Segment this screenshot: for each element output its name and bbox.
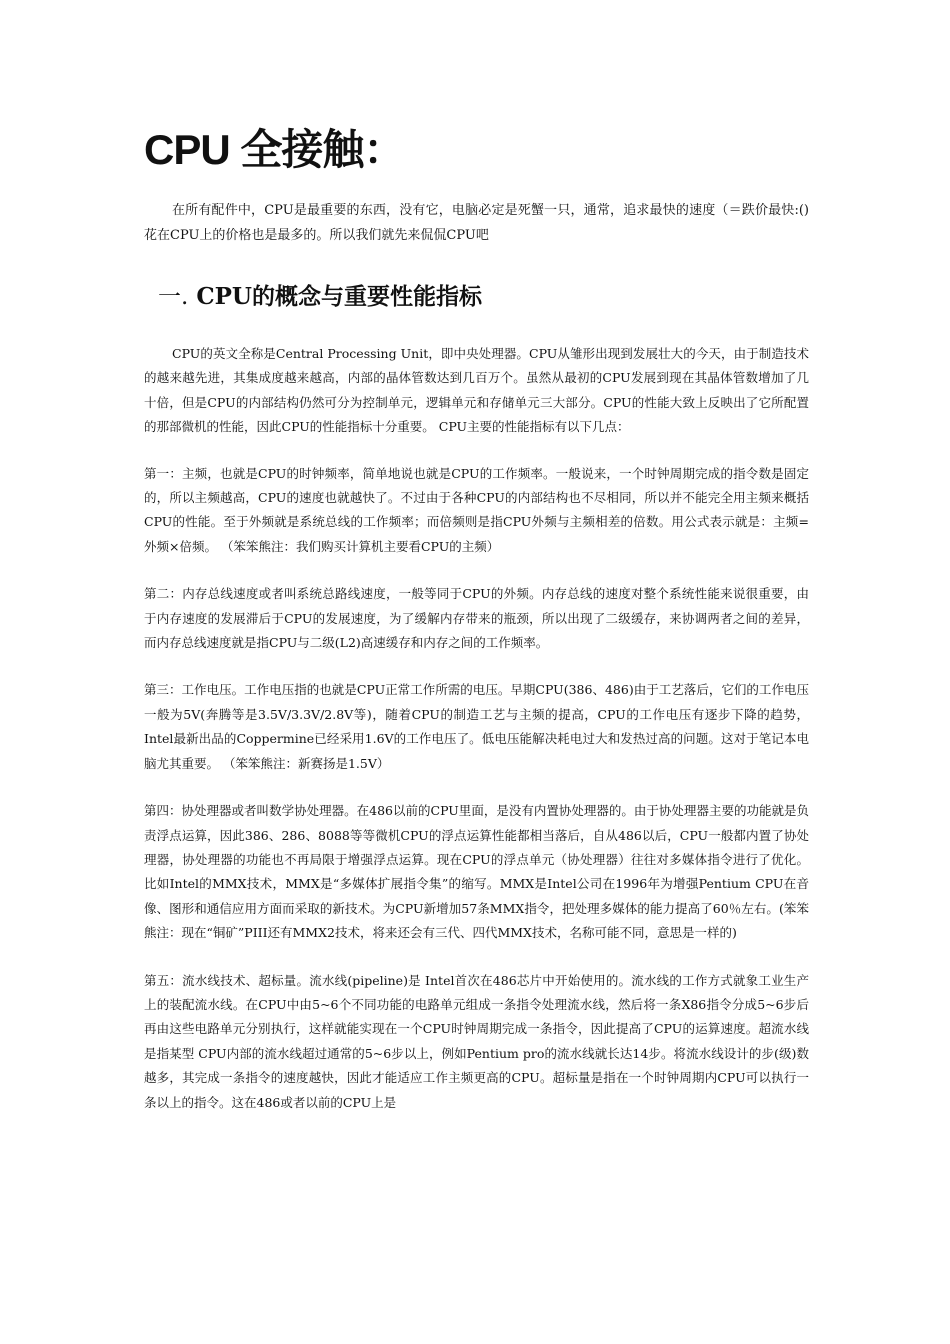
section-heading (158, 280, 482, 314)
paragraph-coprocessor: 第四：协处理器或者叫数学协处理器。在486以前的CPU里面，是没有内置协处理器的。由于协处理器主要的功能就是负责浮点运算，因此386、286、8088等等微机CPU的浮点运算性能都相当落后，自从486以后，CPU一般都内置了协处理器，协处理器的功能也不再局限于增强浮点运算。现在CPU的浮点单元（协处理器）往往对多媒体指令进行了优化。比如Intel的MMX技术，MMX是“多媒体扩展指令集”的缩写。MMX是Intel公司在1996年为增强Pentium CPU在音像、图形和通信应用方面而采取的新技术。为CPU新增加57条MMX指令，把处理多媒体的能力提高了60％左右。(笨笨熊注：现在“铜矿”PIII还有MMX2技术，将来还会有三代、四代MMX技术，名称可能不同，意思是一样的) (144, 803, 809, 941)
paragraph-voltage: 第三：工作电压。工作电压指的也就是CPU正常工作所需的电压。早期CPU(386、486)由于工艺落后，它们的工作电压一般为5V(奔腾等是3.5V/3.3V/2.8V等)，随着CPU的制造工艺与主频的提高，CPU的工作电压有逐步下降的趋势，Intel最新出品的Coppermine已经采用1.6V的工作电压了。低电压能解决耗电过大和发热过高的问题。这对于笔记本电脑尤其重要。 （笨笨熊注：新赛扬是1.5V） (144, 682, 809, 771)
document-body (144, 342, 809, 1138)
section-title: CPU的概念与重要性能指标 (196, 283, 482, 310)
document-title: CPU 全接触： (144, 126, 405, 173)
section-number: 一. (158, 284, 189, 310)
paragraph-memory-bus: 第二：内存总线速度或者叫系统总路线速度，一般等同于CPU的外频。内存总线的速度对整个系统性能来说很重要，由于内存速度的发展滞后于CPU的发展速度，为了缓解内存带来的瓶颈，所以出现了二级缓存，来协调两者之间的差异，而内存总线速度就是指CPU与二级(L2)高速缓存和内存之间的工作频率。 (144, 586, 809, 651)
paragraph-pipeline: 第五：流水线技术、超标量。流水线(pipeline)是 Intel首次在486芯片中开始使用的。流水线的工作方式就象工业生产上的装配流水线。在CPU中由5~6个不同功能的电路单元组成一条指令处理流水线，然后将一条X86指令分成5~6步后再由这些电路单元分别执行，这样就能实现在一个CPU时钟周期完成一条指令，因此提高了CPU的运算速度。超流水线是指某型 CPU内部的流水线超过通常的5~6步以上，例如Pentium pro的流水线就长达14步。将流水线设计的步(级)数越多，其完成一条指令的速度越快，因此才能适应工作主频更高的CPU。超标量是指在一个时钟周期内CPU可以执行一条以上的指令。这在486或者以前的CPU上是 (144, 972, 809, 1110)
paragraph-clock-frequency: 第一：主频，也就是CPU的时钟频率，简单地说也就是CPU的工作频率。一般说来，一个时钟周期完成的指令数是固定的，所以主频越高，CPU的速度也就越快了。不过由于各种CPU的内部结构也不尽相同，所以并不能完全用主频来概括CPU的性能。至于外频就是系统总线的工作频率；而倍频则是指CPU外频与主频相差的倍数。用公式表示就是：主频=外频×倍频。 （笨笨熊注：我们购买计算机主要看CPU的主频） (144, 465, 809, 554)
paragraph-cpu-definition: CPU的英文全称是Central Processing Unit，即中央处理器。CPU从雏形出现到发展壮大的今天，由于制造技术的越来越先进，其集成度越来越高，内部的晶体管数达到几百万个。虽然从最初的CPU发展到现在其晶体管数增加了几十倍，但是CPU的内部结构仍然可分为控制单元，逻辑单元和存储单元三大部分。CPU的性能大致上反映出了它所配置的那部微机的性能，因此CPU的性能指标十分重要。 CPU主要的性能指标有以下几点： (144, 346, 809, 435)
intro-paragraph: 在所有配件中，CPU是最重要的东西，没有它，电脑必定是死蟹一只，通常，追求最快的速度（＝跌价最快:()花在CPU上的价格也是最多的。所以我们就先来侃侃CPU吧 (144, 203, 809, 243)
